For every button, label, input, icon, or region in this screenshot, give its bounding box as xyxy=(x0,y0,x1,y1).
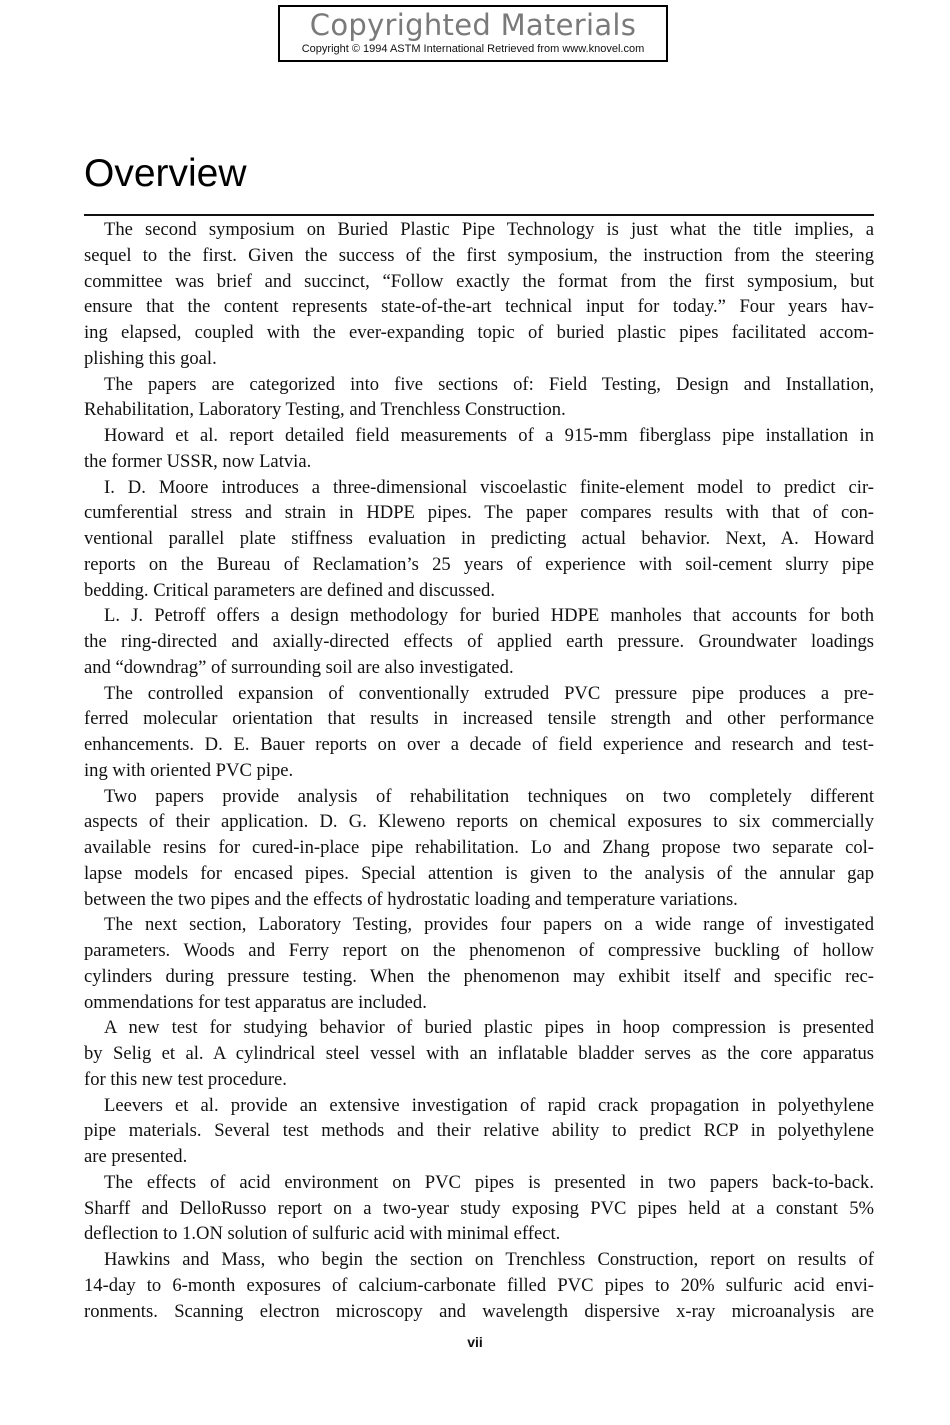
text-line: pipe materials. Several test methods and their relative ability to predict RCP in polyethylene xyxy=(84,1120,874,1142)
text-line: Rehabilitation, Laboratory Testing, and Trenchless Construction. xyxy=(84,399,566,421)
text-line: cumferential stress and strain in HDPE pipes. The paper compares results with that of con- xyxy=(84,502,874,524)
text-line: aspects of their application. D. G. Kleweno reports on chemical exposures to six commercially xyxy=(84,811,874,833)
text-line: ing with oriented PVC pipe. xyxy=(84,759,294,781)
text-line: the ring-directed and axially-directed effects of applied earth pressure. Groundwater loadings xyxy=(84,631,874,652)
text-line: ommendations for test apparatus are included. xyxy=(84,991,427,1013)
text-line: The next section, Laboratory Testing, provides four papers on a wide range of investigated xyxy=(104,914,874,936)
paragraph xyxy=(84,423,874,475)
text-line: The controlled expansion of conventionally extruded PVC pressure pipe produces a pre- xyxy=(104,682,874,704)
paragraph xyxy=(84,681,874,784)
text-line: Sharff and DelloRusso report on a two-year study exposing PVC pipes held at a constant 5% xyxy=(84,1197,874,1219)
copyright-stamp xyxy=(278,5,668,62)
title-rule xyxy=(84,214,874,216)
paragraph xyxy=(84,784,874,913)
text-line: The papers are categorized into five sections of: Field Testing, Design and Installation, xyxy=(104,373,874,395)
text-line: sequel to the first. Given the success of the first symposium, the instruction from the steering xyxy=(84,244,874,266)
text-line: ensure that the content represents state-of-the-art technical input for today.” Four years hav- xyxy=(84,296,874,318)
text-line: plishing this goal. xyxy=(84,347,217,369)
text-line: by Selig et al. A cylindrical steel vessel with an inflatable bladder serves as the core apparatus xyxy=(84,1043,874,1064)
text-line: The second symposium on Buried Plastic Pipe Technology is just what the title implies, a xyxy=(104,219,874,240)
text-line: are presented. xyxy=(84,1146,188,1167)
text-line: ing elapsed, coupled with the ever-expanding topic of buried plastic pipes facilitated accom- xyxy=(84,322,874,343)
paragraph xyxy=(84,1247,874,1324)
paragraph xyxy=(84,217,874,372)
text-line: for this new test procedure. xyxy=(84,1068,287,1090)
text-line: ventional parallel plate stiffness evaluation in predicting actual behavior. Next, A. Howard xyxy=(84,528,874,549)
stamp-title: Copyrighted Materials xyxy=(309,8,637,42)
paragraph xyxy=(84,912,874,1015)
text-line: committee was brief and succinct, “Follow exactly the format from the first symposium, but xyxy=(84,270,874,292)
text-line: available resins for cured-in-place pipe rehabilitation. Lo and Zhang propose two separate col- xyxy=(84,837,874,858)
paragraph xyxy=(84,1015,874,1092)
text-line: enhancements. D. E. Bauer reports on over a decade of field experience and research and test- xyxy=(84,734,874,755)
page-title: Overview xyxy=(84,152,247,195)
text-line: cylinders during pressure testing. When the phenomenon may exhibit itself and specific rec- xyxy=(84,965,874,987)
text-line: deflection to 1.ON solution of sulfuric acid with minimal effect. xyxy=(84,1223,561,1245)
paragraph xyxy=(84,372,874,424)
text-line: Hawkins and Mass, who begin the section on Trenchless Construction, report on results of xyxy=(104,1249,874,1270)
text-line: lapse models for encased pipes. Special attention is given to the analysis of the annular gap xyxy=(84,862,874,884)
paragraph xyxy=(84,603,874,680)
text-line: I. D. Moore introduces a three-dimensional viscoelastic finite-element model to predict cir- xyxy=(104,476,874,498)
text-line: 14-day to 6-month exposures of calcium-carbonate filled PVC pipes to 20% sulfuric acid envi- xyxy=(84,1274,874,1296)
text-line: L. J. Petroff offers a design methodology for buried HDPE manholes that accounts for both xyxy=(104,605,874,627)
text-line: reports on the Bureau of Reclamation’s 25 years of experience with soil-cement slurry pipe xyxy=(84,553,874,575)
text-line: ferred molecular orientation that results in increased tensile strength and other performance xyxy=(84,708,874,730)
text-line: ronments. Scanning electron microscopy and wavelength dispersive x-ray microanalysis are xyxy=(84,1300,874,1322)
page-number: vii xyxy=(467,1334,483,1350)
paragraph xyxy=(84,475,874,604)
text-line: Howard et al. report detailed field measurements of a 915-mm fiberglass pipe installation in xyxy=(104,425,874,446)
text-line: A new test for studying behavior of buried plastic pipes in hoop compression is presented xyxy=(104,1017,874,1039)
text-line: the former USSR, now Latvia. xyxy=(84,450,312,472)
paragraph xyxy=(84,1170,874,1247)
text-line: The effects of acid environment on PVC pipes is presented in two papers back-to-back. xyxy=(104,1171,874,1193)
text-line: parameters. Woods and Ferry report on the phenomenon of compressive buckling of hollow xyxy=(84,940,874,961)
paragraph xyxy=(84,1093,874,1170)
text-line: Two papers provide analysis of rehabilitation techniques on two completely different xyxy=(104,785,874,807)
text-line: Leevers et al. provide an extensive investigation of rapid crack propagation in polyethylene xyxy=(104,1094,874,1116)
text-line: between the two pipes and the effects of hydrostatic loading and temperature variations. xyxy=(84,888,738,910)
text-line: and “downdrag” of surrounding soil are also investigated. xyxy=(84,656,514,678)
body-text xyxy=(84,217,874,1324)
stamp-line: Copyright © 1994 ASTM International Retrieved from www.knovel.com xyxy=(301,43,645,55)
text-line: bedding. Critical parameters are defined and discussed. xyxy=(84,579,495,601)
